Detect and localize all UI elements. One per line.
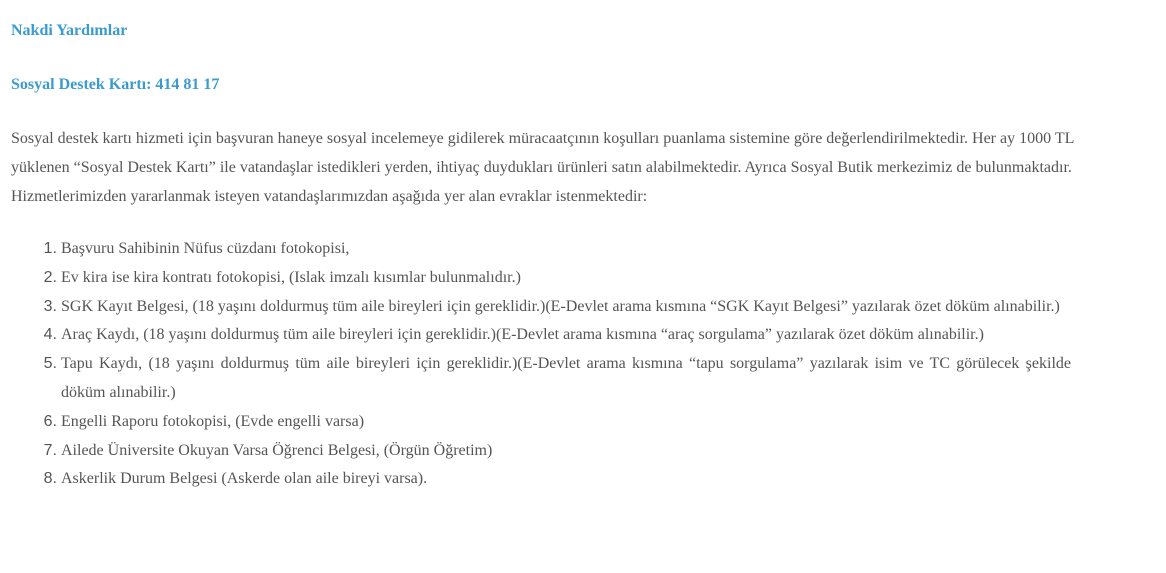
list-item: Tapu Kaydı, (18 yaşını doldurmuş tüm aile bireyleri için gereklidir.)(E-Devlet arama kısmına “tapu sorgulama” yazılarak isim ve TC görülecek şekilde döküm alınabilir.) — [61, 355, 1071, 401]
intro-paragraph: Sosyal destek kartı hizmeti için başvuran haneye sosyal incelemeye gidilerek müracaatçının koşulları puanlama sistemine göre değerlendirilmektedir. Her ay 1000 TL yüklenen “Sosyal Destek Kartı” ile vatandaşlar istedikleri yerden, ihtiyaç duydukları ürünleri satın alabilmektedir. Ayrıca Sosyal Butik merkezimiz de bulunmaktadır. Hizmetlerimizden yararlanmak isteyen vatandaşlarımızdan aşağıda yer alan evraklar istenmektedir: — [11, 130, 1074, 205]
list-item: Başvuru Sahibinin Nüfus cüzdanı fotokopisi, — [61, 240, 350, 257]
required-documents-list — [11, 235, 1071, 494]
list-item: Ev kira ise kira kontratı fotokopisi, (Islak imzalı kısımlar bulunmalıdır.) — [61, 268, 521, 286]
list-item: Ailede Üniversite Okuyan Varsa Öğrenci Belgesi, (Örgün Öğretim) — [61, 441, 493, 459]
card-heading: Sosyal Destek Kartı: 414 81 17 — [11, 76, 220, 93]
list-item: Araç Kaydı, (18 yaşını doldurmuş tüm aile bireyleri için gereklidir.)(E-Devlet arama kısmına “araç sorgulama” yazılarak özet döküm alınabilir.) — [61, 326, 984, 344]
list-item: Askerlik Durum Belgesi (Askerde olan aile bireyi varsa). — [61, 470, 428, 488]
section-title: Nakdi Yardımlar — [11, 22, 128, 39]
list-item: SGK Kayıt Belgesi, (18 yaşını doldurmuş tüm aile bireyleri için gereklidir.)(E-Devlet arama kısmına “SGK Kayıt Belgesi” yazılarak özet döküm alınabilir.) — [61, 297, 1060, 315]
list-item: Engelli Raporu fotokopisi, (Evde engelli varsa) — [61, 412, 365, 430]
